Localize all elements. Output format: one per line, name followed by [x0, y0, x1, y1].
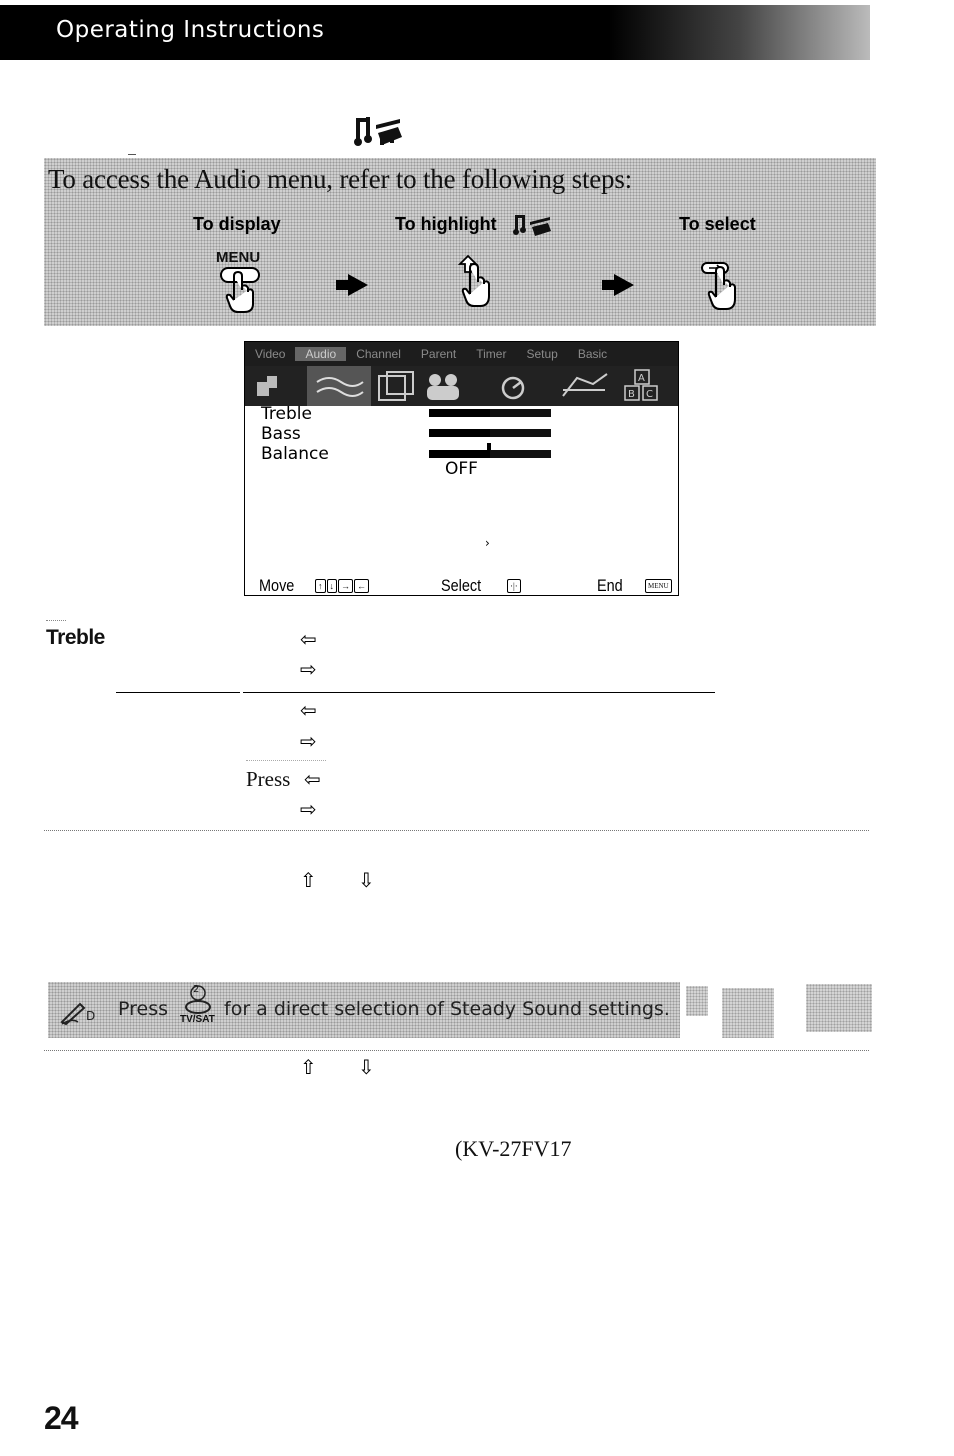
- treble-level-bar[interactable]: [429, 409, 551, 417]
- up-arrow-icon-2: ⇧: [300, 1055, 317, 1079]
- up-arrow-icon: ⇧: [300, 868, 317, 892]
- joystick-select-hand-icon[interactable]: [700, 259, 746, 313]
- header-title: Operating Instructions: [56, 17, 325, 43]
- tile-letter-c: C: [646, 389, 653, 400]
- dotted-separator-2: [44, 1050, 869, 1052]
- tab-timer[interactable]: Timer: [476, 347, 507, 361]
- tab-audio[interactable]: Audio: [295, 347, 346, 361]
- step-select-label: To select: [679, 214, 756, 234]
- osd-small-mark: ›: [485, 536, 490, 550]
- menu-button-hand-icon[interactable]: [218, 266, 264, 316]
- audio-small-icon: [512, 214, 552, 238]
- note-press: Press: [118, 998, 169, 1020]
- osd-select-label: Select: [441, 576, 482, 595]
- arrow-down-icon: ↓: [327, 579, 338, 593]
- menu-icon-row: [245, 366, 678, 406]
- tab-setup[interactable]: Setup: [526, 347, 558, 361]
- gray-patch-2: [722, 988, 774, 1038]
- down-arrow-icon-2: ⇩: [358, 1055, 375, 1079]
- osd-off-value: OFF: [445, 459, 478, 479]
- arrow-up-icon: ↑: [315, 579, 326, 593]
- press-text: Press: [246, 767, 291, 791]
- note-text: for a direct selection of Steady Sound settings.: [224, 998, 670, 1020]
- osd-balance-label[interactable]: Balance: [261, 444, 329, 464]
- svg-text:D: D: [86, 1009, 96, 1023]
- gray-patch-1: [686, 986, 708, 1016]
- left-arrow-icon: ⇦: [300, 627, 317, 651]
- steps-heading: To access the Audio menu, refer to the following steps:: [48, 164, 632, 194]
- balance-level-bar[interactable]: [429, 450, 551, 458]
- bass-level-fill: [429, 429, 490, 437]
- gray-patch-3: [806, 984, 872, 1032]
- bass-level-bar[interactable]: [429, 429, 551, 437]
- right-arrow-icon-2: ⇨: [300, 729, 317, 753]
- left-arrow-icon-2: ⇦: [300, 698, 317, 722]
- dotted-separator: [44, 830, 869, 832]
- menu-tabs: [245, 342, 678, 366]
- osd-move-label: Move: [259, 576, 295, 595]
- arrow-right-key-icon: →: [338, 579, 353, 593]
- step-highlight-label: To highlight: [395, 214, 497, 234]
- menu-key-label: MENU: [216, 249, 261, 266]
- tvsat-label: TV/SAT: [180, 1014, 215, 1025]
- page-number: 24: [44, 1400, 78, 1436]
- audio-menu-screen: [244, 341, 679, 596]
- left-arrow-icon-3: ⇦: [304, 767, 321, 791]
- tvsat-button-number: 2: [193, 984, 200, 995]
- right-arrow-icon: ⇨: [300, 657, 317, 681]
- arrow-left-icon: ←: [354, 579, 369, 593]
- balance-center-marker: [487, 443, 491, 450]
- tvsat-button-icon[interactable]: [176, 985, 220, 1027]
- model-reference: (KV-27FV17: [455, 1136, 572, 1161]
- tab-channel[interactable]: Channel: [356, 347, 401, 361]
- osd-move-keys: [315, 579, 369, 593]
- note-pen-icon: [60, 1000, 104, 1026]
- osd-end-menu-key: MENU: [645, 579, 672, 593]
- dot-mark-2: [246, 760, 326, 762]
- tab-basic[interactable]: Basic: [577, 347, 608, 361]
- step-display-label: To display: [193, 214, 281, 234]
- osd-bass-label[interactable]: Bass: [261, 424, 301, 444]
- treble-heading: Treble: [46, 626, 105, 649]
- joystick-up-hand-icon[interactable]: [456, 254, 500, 310]
- balance-level-fill: [429, 450, 490, 458]
- arrow-right-icon: [348, 274, 368, 296]
- down-arrow-icon: ⇩: [358, 868, 375, 892]
- arrow-right-icon-2: [614, 274, 634, 296]
- tile-letter-a: A: [638, 373, 645, 384]
- treble-level-fill: [429, 409, 490, 417]
- osd-treble-label[interactable]: Treble: [261, 404, 312, 424]
- divider-short: [116, 692, 240, 693]
- dot-mark: [46, 620, 66, 622]
- select-key-icon: ·|·: [507, 579, 521, 593]
- osd-end-label: End: [597, 576, 623, 595]
- audio-music-icon: [352, 115, 404, 149]
- tab-parent[interactable]: Parent: [420, 347, 457, 361]
- dash-mark: [128, 154, 136, 155]
- tab-video[interactable]: Video: [255, 347, 286, 361]
- right-arrow-icon-3: ⇨: [300, 797, 317, 821]
- divider-long: [243, 692, 715, 693]
- tile-letter-b: B: [628, 389, 635, 400]
